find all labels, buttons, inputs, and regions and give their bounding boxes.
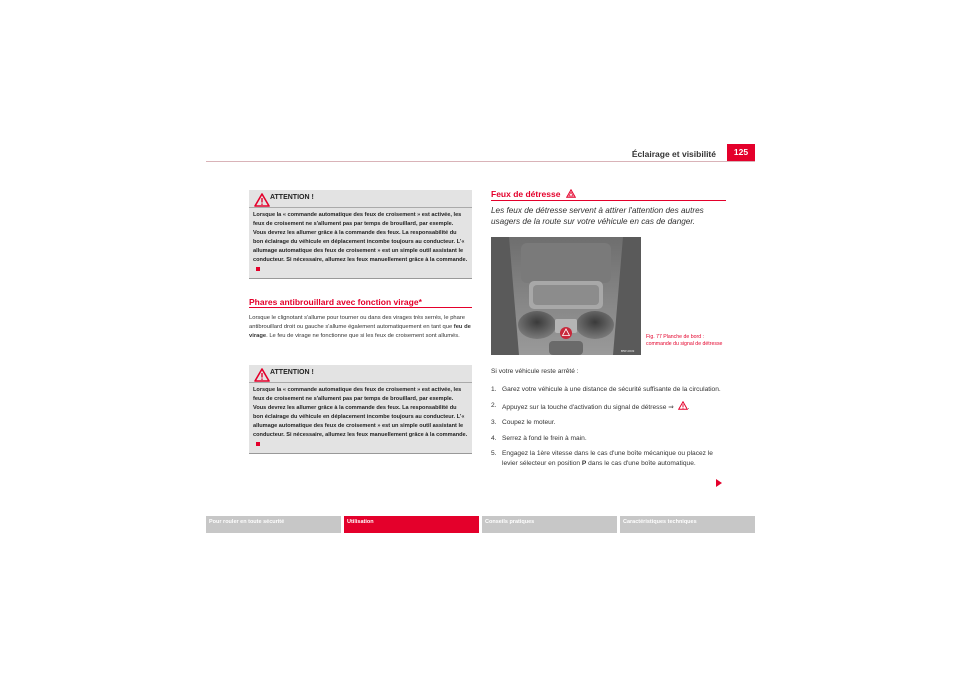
- list-item: 4. Serrez à fond le frein à main.: [491, 434, 587, 442]
- tab-technical-data[interactable]: Caractéristiques techniques: [620, 516, 755, 533]
- warning-header: [249, 190, 472, 208]
- warning-box-1: [249, 190, 472, 279]
- warning-triangle-icon: [254, 193, 270, 207]
- warning-triangle-icon: [678, 401, 688, 410]
- warning-label: ATTENTION !: [270, 369, 314, 376]
- list-item: 5. Engagez la 1ère vitesse dans le cas d'une boîte mécanique ou placez le levier sélecteur en position P dans le cas d'une boîte automatique.: [491, 450, 713, 467]
- section-title-rule: [491, 200, 726, 201]
- warning-header: [249, 365, 472, 383]
- running-header-title: Éclairage et visibilité: [631, 149, 716, 159]
- center-console-illustration: [491, 237, 641, 355]
- warning-triangle-icon: [254, 368, 270, 382]
- figure-caption: Fig. 77 Planche de bord : commande du signal de détresse: [646, 334, 723, 347]
- section-title-fog-lights: Phares antibrouillard avec fonction virage*: [249, 297, 422, 307]
- section-end-mark-icon: [256, 267, 260, 271]
- page-number: 125: [727, 144, 755, 161]
- figure-code: B5P-0033: [621, 349, 635, 353]
- list-item: 3. Coupez le moteur.: [491, 419, 556, 426]
- warning-text: Lorsque la « commande automatique des feux de croisement » est activée, les feux de croisement ne s'allument pas par temps de brouillard, par exemple. Vous devrez les allumer grâce à la commande des feux. La responsabilité du bon éclairage du véhicule en déplacement incombe toujours au conducteur. L'« allumage automatique des feux de croisement » est un simple outil assistant le conducteur. Si nécessaire, allumez les feux manuellement grâce à la commande.: [249, 383, 472, 453]
- section-end-mark-icon: [256, 442, 260, 446]
- warning-text: Lorsque la « commande automatique des feux de croisement » est activée, les feux de croisement ne s'allument pas par temps de brouillard, par exemple. Vous devrez les allumer grâce à la commande des feux. La responsabilité du bon éclairage du véhicule en déplacement incombe toujours au conducteur. L'« allumage automatique des feux de croisement » est un simple outil assistant le conducteur. Si nécessaire, allumez les feux manuellement grâce à la commande.: [249, 208, 472, 278]
- section-title-rule: [249, 307, 472, 308]
- tab-safety[interactable]: Pour rouler en toute sécurité: [206, 516, 341, 533]
- list-item: 1. Garez votre véhicule à une distance de sécurité suffisante de la circulation.: [491, 386, 721, 393]
- fog-lights-paragraph: Lorsque le clignotant s'allume pour tourner ou dans des virages très serrés, le phare antibrouillard droit ou gauche s'allume également automatiquement en tant que feu de virage. Le feu de virage ne fonctionne que si les feux de croisement sont allumés.: [249, 315, 471, 339]
- hazard-intro-text: Les feux de détresse servent à attirer l'attention des autres usagers de la route sur votre véhicule en cas de danger.: [491, 206, 704, 226]
- continue-arrow-icon[interactable]: [716, 479, 722, 487]
- tab-practical-tips[interactable]: Conseils pratiques: [482, 516, 617, 533]
- tab-operation[interactable]: Utilisation: [344, 516, 479, 533]
- section-title-hazard-lights: Feux de détresse: [491, 189, 726, 199]
- procedure-steps: [491, 385, 726, 474]
- dashboard-photo: [491, 237, 641, 355]
- warning-box-2: [249, 365, 472, 454]
- warning-label: ATTENTION !: [270, 194, 314, 201]
- header-divider: [206, 161, 755, 162]
- list-item: 2. Appuyez sur la touche d'activation du signal de détresse ⇒ .: [491, 401, 690, 411]
- hazard-triangle-icon: [566, 189, 576, 198]
- procedure-lead: Si votre véhicule reste arrêté :: [491, 368, 579, 375]
